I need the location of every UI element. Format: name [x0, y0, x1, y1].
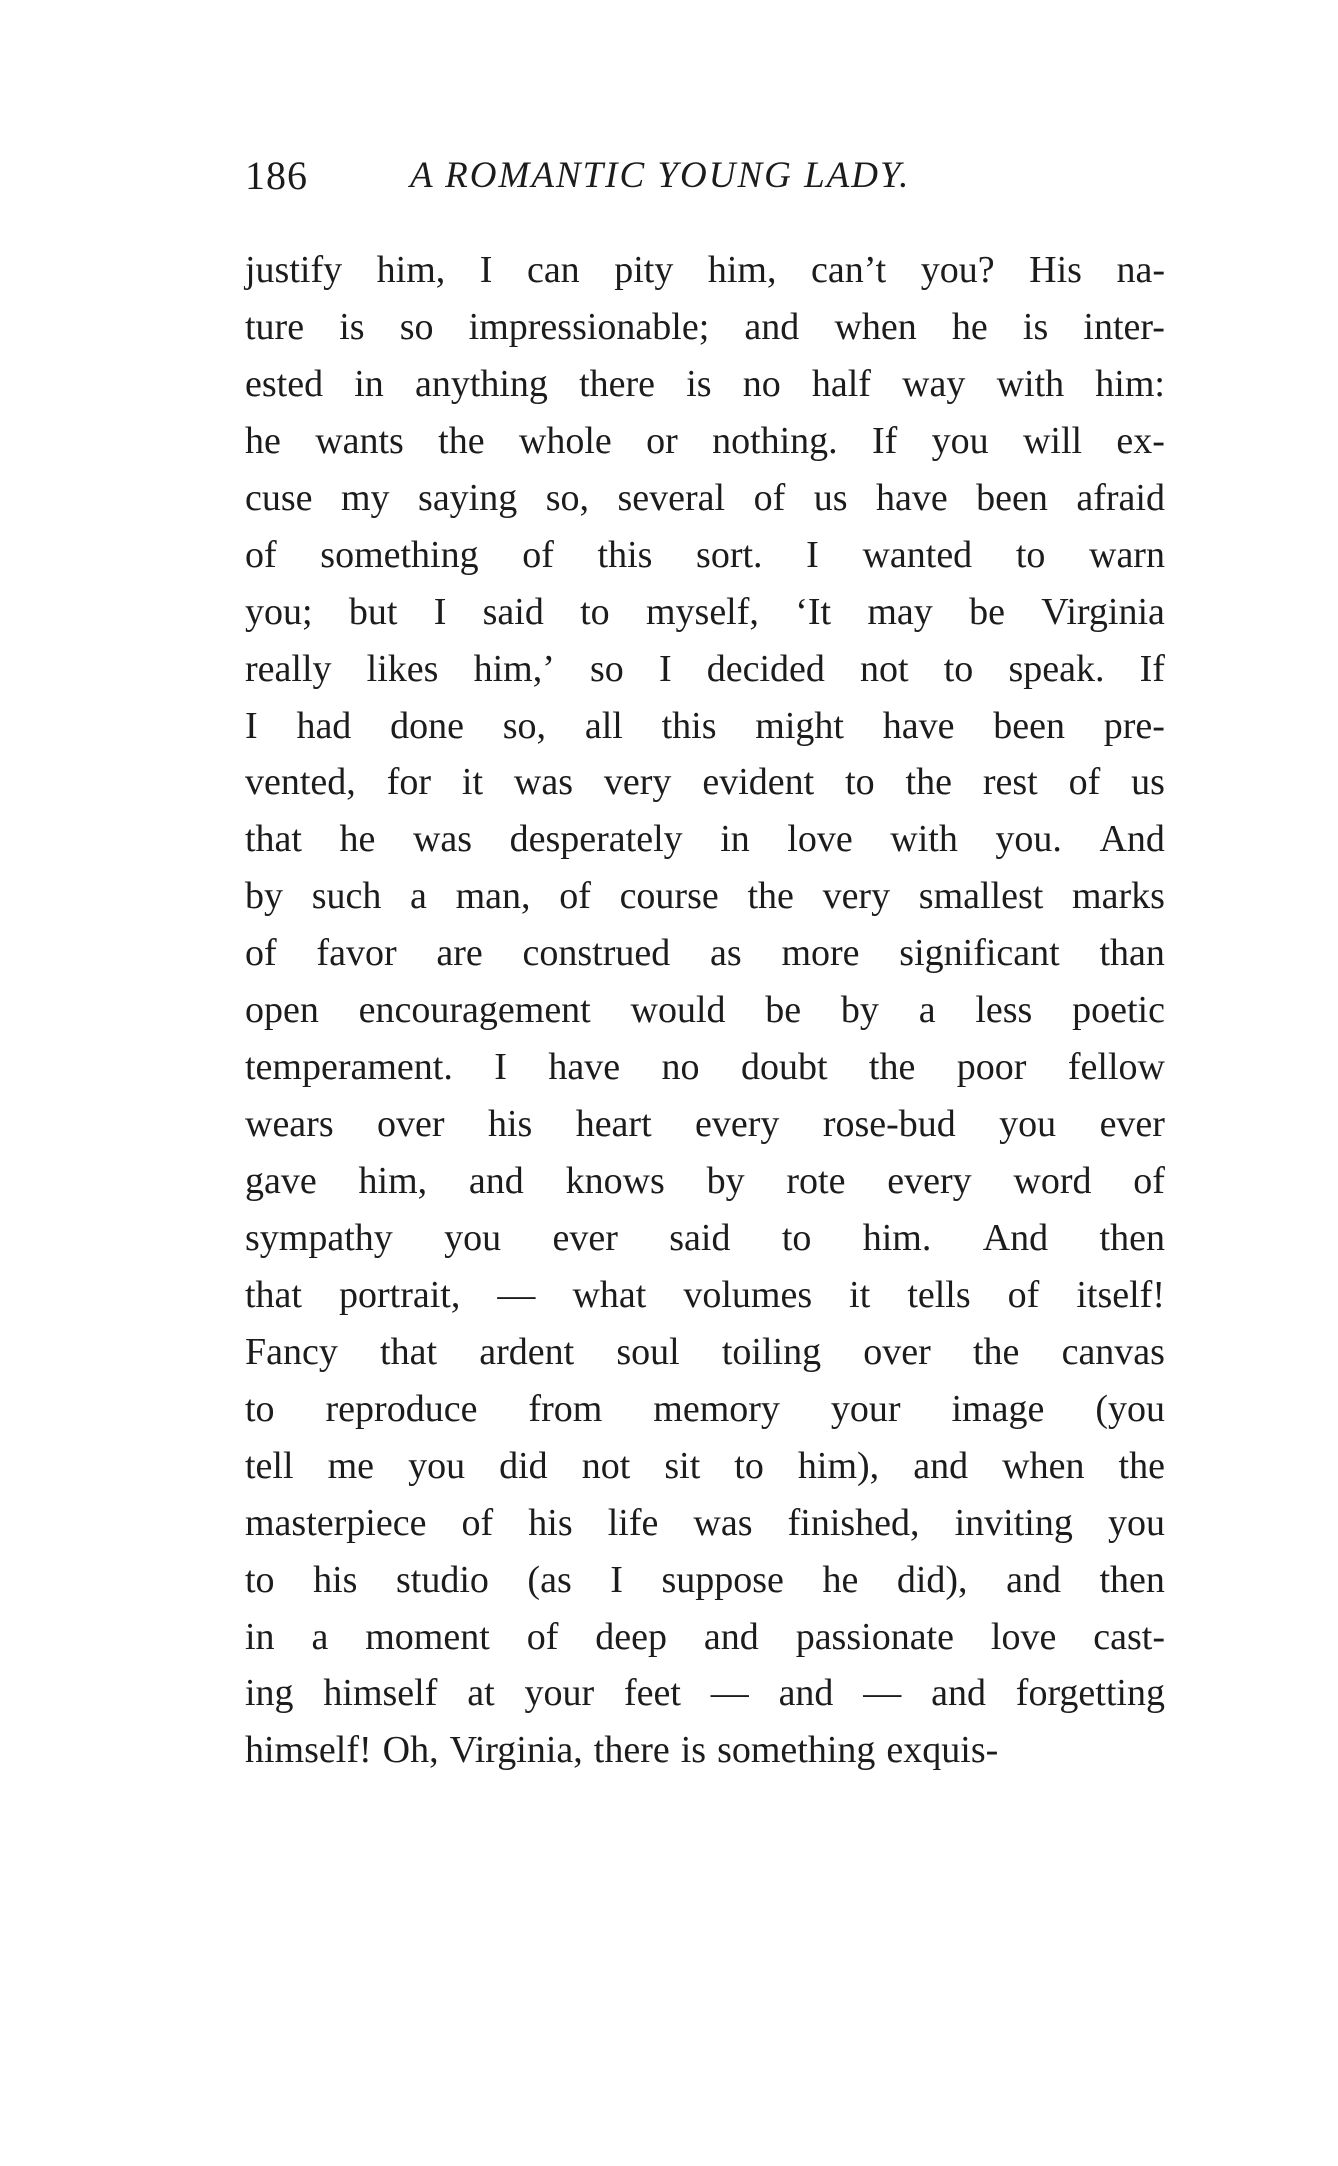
- word: and: [1006, 1558, 1061, 1601]
- word: to: [781, 1216, 812, 1259]
- text-line: [245, 1267, 1165, 1324]
- word: of: [526, 1615, 559, 1658]
- word: so,: [502, 704, 547, 747]
- word: did: [499, 1444, 548, 1487]
- word: his: [313, 1558, 358, 1601]
- word: would: [630, 989, 726, 1032]
- word: to: [943, 647, 974, 690]
- word: he: [822, 1558, 859, 1601]
- text-line: [245, 1210, 1165, 1267]
- word: heart: [575, 1103, 652, 1146]
- word: to: [845, 761, 875, 804]
- word: —: [710, 1672, 749, 1715]
- word: in: [354, 362, 384, 405]
- word: every: [695, 1103, 780, 1146]
- word: tell: [245, 1444, 294, 1487]
- text-line: [245, 754, 1165, 811]
- word: been: [976, 476, 1048, 519]
- word: of: [245, 932, 277, 975]
- word: himself: [323, 1672, 438, 1715]
- word: of: [1068, 761, 1101, 804]
- text-line: [245, 641, 1165, 698]
- word: be: [765, 989, 802, 1032]
- word: I: [806, 533, 819, 576]
- word: —: [497, 1273, 536, 1316]
- word: portrait,: [339, 1273, 461, 1316]
- word: said: [482, 590, 544, 633]
- text-line: [245, 470, 1165, 527]
- word: have: [548, 1046, 621, 1089]
- word: the: [1118, 1444, 1165, 1487]
- word: saying: [418, 476, 518, 519]
- word: impressionable;: [468, 305, 710, 348]
- word: is: [686, 362, 712, 405]
- word: be: [969, 590, 1005, 633]
- word: not: [581, 1444, 631, 1487]
- word: decided: [706, 647, 825, 690]
- word: him,’: [473, 647, 555, 690]
- word: of: [1007, 1273, 1040, 1316]
- word: justify: [245, 249, 343, 291]
- word: it: [461, 761, 484, 804]
- word: man,: [455, 875, 531, 918]
- word: is: [339, 305, 365, 348]
- word: is: [1022, 305, 1049, 348]
- word: cuse: [245, 476, 313, 519]
- word: my: [341, 476, 390, 519]
- word: the: [972, 1330, 1020, 1373]
- word: Fancy: [245, 1330, 338, 1373]
- word: ever: [552, 1216, 618, 1259]
- word: image: [951, 1387, 1045, 1430]
- word: so: [399, 305, 434, 348]
- text-line: [245, 868, 1165, 925]
- word: I: [494, 1046, 507, 1089]
- text-line: [245, 982, 1165, 1039]
- word: your: [524, 1672, 595, 1715]
- text-line: [245, 1438, 1165, 1495]
- word: been: [993, 704, 1065, 747]
- word: itself!: [1076, 1273, 1165, 1316]
- word: and: [744, 305, 800, 348]
- word: open: [245, 989, 319, 1032]
- word: favor: [316, 932, 397, 975]
- word: ing: [245, 1672, 294, 1715]
- word: nothing.: [712, 419, 838, 462]
- word: soul: [616, 1330, 680, 1373]
- word: course: [619, 875, 719, 918]
- word: vented,: [245, 761, 356, 804]
- word: finished,: [787, 1501, 920, 1544]
- word: a: [918, 989, 936, 1032]
- word: canvas: [1061, 1330, 1165, 1373]
- text-line: [245, 811, 1165, 868]
- word: half: [811, 362, 871, 405]
- word: of: [245, 533, 277, 576]
- word: sit: [664, 1444, 701, 1487]
- word: something: [717, 1729, 876, 1772]
- word: passionate: [795, 1615, 954, 1658]
- word: him:: [1095, 362, 1165, 405]
- word: pity: [614, 249, 674, 291]
- word: than: [1099, 932, 1165, 975]
- word: his: [528, 1501, 573, 1544]
- word: for: [386, 761, 431, 804]
- word: Virginia: [1041, 590, 1165, 633]
- word: is: [680, 1729, 707, 1772]
- word: it: [849, 1273, 871, 1316]
- word: marks: [1072, 875, 1165, 918]
- word: I: [658, 647, 672, 690]
- word: whole: [518, 419, 612, 462]
- word: might: [755, 704, 844, 747]
- word: the: [868, 1046, 916, 1089]
- word: over: [863, 1330, 931, 1373]
- word: Oh,: [382, 1729, 439, 1772]
- word: this: [661, 704, 717, 747]
- text-line: [245, 413, 1165, 470]
- word: ‘It: [795, 590, 832, 633]
- word: warn: [1089, 533, 1165, 576]
- word: sort.: [696, 533, 763, 576]
- word: so,: [545, 476, 590, 519]
- word: to: [245, 1558, 275, 1601]
- word: me: [327, 1444, 375, 1487]
- word: very: [603, 761, 672, 804]
- word: will: [1022, 419, 1083, 462]
- word: when: [1002, 1444, 1085, 1487]
- word: him,: [376, 249, 446, 291]
- word: reproduce: [325, 1387, 478, 1430]
- text-line: [245, 584, 1165, 641]
- word: ever: [1099, 1103, 1165, 1146]
- word: the: [747, 875, 794, 918]
- word: what: [572, 1273, 647, 1316]
- word: toiling: [721, 1330, 822, 1373]
- word: may: [867, 590, 933, 633]
- word: in: [720, 818, 750, 861]
- text-line: [245, 299, 1165, 356]
- word: when: [834, 305, 917, 348]
- text-line: [245, 1722, 1165, 1779]
- text-line: [245, 1039, 1165, 1096]
- word: him.: [862, 1216, 932, 1259]
- word: to: [245, 1387, 275, 1430]
- word: he: [245, 419, 281, 462]
- word: us: [1131, 761, 1165, 804]
- word: likes: [366, 647, 439, 690]
- word: you: [444, 1216, 502, 1259]
- word: way: [902, 362, 966, 405]
- word: with: [996, 362, 1065, 405]
- word: na-: [1116, 249, 1165, 291]
- word: gave: [245, 1160, 317, 1202]
- text-line: [245, 1609, 1165, 1666]
- word: such: [311, 875, 382, 918]
- word: you: [1107, 1501, 1165, 1544]
- word: was: [412, 818, 473, 861]
- word: less: [975, 989, 1033, 1032]
- word: no: [742, 362, 781, 405]
- word: If: [872, 419, 898, 462]
- word: and: [913, 1444, 969, 1487]
- word: word: [1013, 1160, 1092, 1202]
- word: of: [753, 476, 786, 519]
- word: wanted: [862, 533, 973, 576]
- word: all: [584, 704, 623, 747]
- word: rote: [786, 1160, 846, 1202]
- word: then: [1099, 1216, 1165, 1259]
- word: something: [320, 533, 479, 576]
- word: doubt: [740, 1046, 828, 1089]
- word: love: [990, 1615, 1057, 1658]
- word: And: [982, 1216, 1049, 1259]
- word: then: [1099, 1558, 1165, 1601]
- word: smallest: [918, 875, 1044, 918]
- text-line: [245, 242, 1165, 299]
- word: and: [778, 1672, 834, 1715]
- word: in: [245, 1615, 275, 1658]
- word: of: [522, 533, 554, 576]
- word: poetic: [1072, 989, 1165, 1032]
- word: several: [617, 476, 726, 519]
- word: knows: [565, 1160, 665, 1202]
- word: of: [559, 875, 591, 918]
- text-line: [245, 527, 1165, 584]
- word: volumes: [683, 1273, 813, 1316]
- word: (as: [527, 1558, 572, 1601]
- word: ture: [245, 305, 305, 348]
- word: you: [408, 1444, 466, 1487]
- word: fellow: [1067, 1046, 1165, 1089]
- word: your: [830, 1387, 901, 1430]
- word: a: [311, 1615, 329, 1658]
- word: rest: [982, 761, 1038, 804]
- word: by: [706, 1160, 745, 1202]
- word: this: [597, 533, 653, 576]
- word: himself!: [245, 1729, 372, 1772]
- word: myself,: [645, 590, 759, 633]
- word: said: [669, 1216, 731, 1259]
- word: Virginia,: [449, 1729, 583, 1772]
- word: as: [710, 932, 742, 975]
- word: more: [781, 932, 860, 975]
- word: you: [931, 419, 989, 462]
- text-line: [245, 698, 1165, 755]
- word: that: [380, 1330, 438, 1373]
- word: (you: [1095, 1387, 1165, 1430]
- word: the: [905, 761, 952, 804]
- text-line: [245, 1153, 1165, 1210]
- word: you.: [995, 818, 1062, 861]
- word: you?: [920, 249, 995, 291]
- word: anything: [414, 362, 548, 405]
- word: inviting: [954, 1501, 1073, 1544]
- word: there: [593, 1729, 670, 1772]
- word: encouragement: [358, 989, 591, 1032]
- word: him,: [707, 249, 777, 291]
- word: sympathy: [245, 1216, 393, 1259]
- word: temperament.: [245, 1046, 453, 1089]
- word: his: [487, 1103, 533, 1146]
- word: by: [840, 989, 879, 1032]
- word: ex-: [1116, 419, 1165, 462]
- word: he: [951, 305, 988, 348]
- word: cast-: [1093, 1615, 1165, 1658]
- word: he: [339, 818, 376, 861]
- word: —: [863, 1672, 902, 1715]
- word: a: [410, 875, 427, 918]
- word: forgetting: [1015, 1672, 1165, 1715]
- word: deep: [595, 1615, 667, 1658]
- word: was: [513, 761, 574, 804]
- word: at: [467, 1672, 495, 1715]
- word: I: [433, 590, 447, 633]
- word: wants: [315, 419, 404, 462]
- word: you: [999, 1103, 1057, 1146]
- running-title: A ROMANTIC YOUNG LADY.: [410, 155, 911, 196]
- word: afraid: [1076, 476, 1165, 519]
- word: suppose: [661, 1558, 784, 1601]
- word: you;: [245, 590, 313, 633]
- word: him),: [797, 1444, 880, 1487]
- word: every: [887, 1160, 972, 1202]
- word: ardent: [479, 1330, 575, 1373]
- word: to: [734, 1444, 764, 1487]
- word: memory: [653, 1387, 780, 1430]
- word: I: [610, 1558, 623, 1601]
- word: have: [875, 476, 948, 519]
- word: us: [813, 476, 848, 519]
- word: tells: [907, 1273, 971, 1316]
- word: wears: [245, 1103, 334, 1146]
- word: life: [607, 1501, 659, 1544]
- word: over: [377, 1103, 445, 1146]
- word: If: [1139, 647, 1165, 690]
- word: studio: [395, 1558, 489, 1601]
- word: did),: [896, 1558, 968, 1601]
- word: His: [1029, 249, 1082, 291]
- word: pre-: [1103, 704, 1165, 747]
- word: and: [931, 1672, 986, 1715]
- word: I: [245, 704, 258, 747]
- word: to: [580, 590, 610, 633]
- word: by: [245, 875, 283, 918]
- word: masterpiece: [245, 1501, 427, 1544]
- word: done: [390, 704, 464, 747]
- text-line: [245, 1665, 1165, 1722]
- word: and: [703, 1615, 759, 1658]
- text-line: [245, 1096, 1165, 1153]
- word: that: [245, 1273, 302, 1316]
- word: had: [296, 704, 352, 747]
- word: And: [1099, 818, 1165, 861]
- word: desperately: [509, 818, 683, 861]
- text-line: [245, 1495, 1165, 1552]
- word: poor: [956, 1046, 1027, 1089]
- word: or: [646, 419, 678, 462]
- word: inter-: [1083, 305, 1165, 348]
- word: rose-bud: [822, 1103, 956, 1146]
- word: him,: [358, 1160, 428, 1202]
- text-line: [245, 1324, 1165, 1381]
- word: and: [468, 1160, 524, 1202]
- word: are: [436, 932, 483, 975]
- text-line: [245, 1381, 1165, 1438]
- word: ested: [245, 362, 324, 405]
- word: can: [526, 249, 580, 291]
- word: have: [882, 704, 955, 747]
- word: there: [579, 362, 656, 405]
- word: moment: [365, 1615, 490, 1658]
- word: very: [822, 875, 891, 918]
- word: evident: [702, 761, 815, 804]
- text-line: [245, 356, 1165, 413]
- word: not: [860, 647, 909, 690]
- text-line: [245, 1552, 1165, 1609]
- word: construed: [522, 932, 671, 975]
- word: speak.: [1008, 647, 1105, 690]
- word: love: [787, 818, 853, 861]
- word: the: [438, 419, 485, 462]
- page-number: 186: [245, 153, 308, 198]
- word: can’t: [810, 249, 887, 291]
- word: no: [661, 1046, 700, 1089]
- word: from: [528, 1387, 603, 1430]
- word: I: [479, 249, 493, 291]
- word: to: [1015, 533, 1046, 576]
- word: of: [1133, 1160, 1165, 1202]
- word: significant: [899, 932, 1060, 975]
- word: so: [590, 647, 624, 690]
- body-text: [245, 242, 1165, 1779]
- word: that: [245, 818, 302, 861]
- word: of: [461, 1501, 494, 1544]
- word: but: [348, 590, 398, 633]
- word: really: [245, 647, 332, 690]
- running-head: [245, 150, 1165, 202]
- word: feet: [623, 1672, 681, 1715]
- word: exquis-: [886, 1729, 999, 1772]
- word: with: [890, 818, 958, 861]
- word: was: [693, 1501, 753, 1544]
- text-line: [245, 925, 1165, 982]
